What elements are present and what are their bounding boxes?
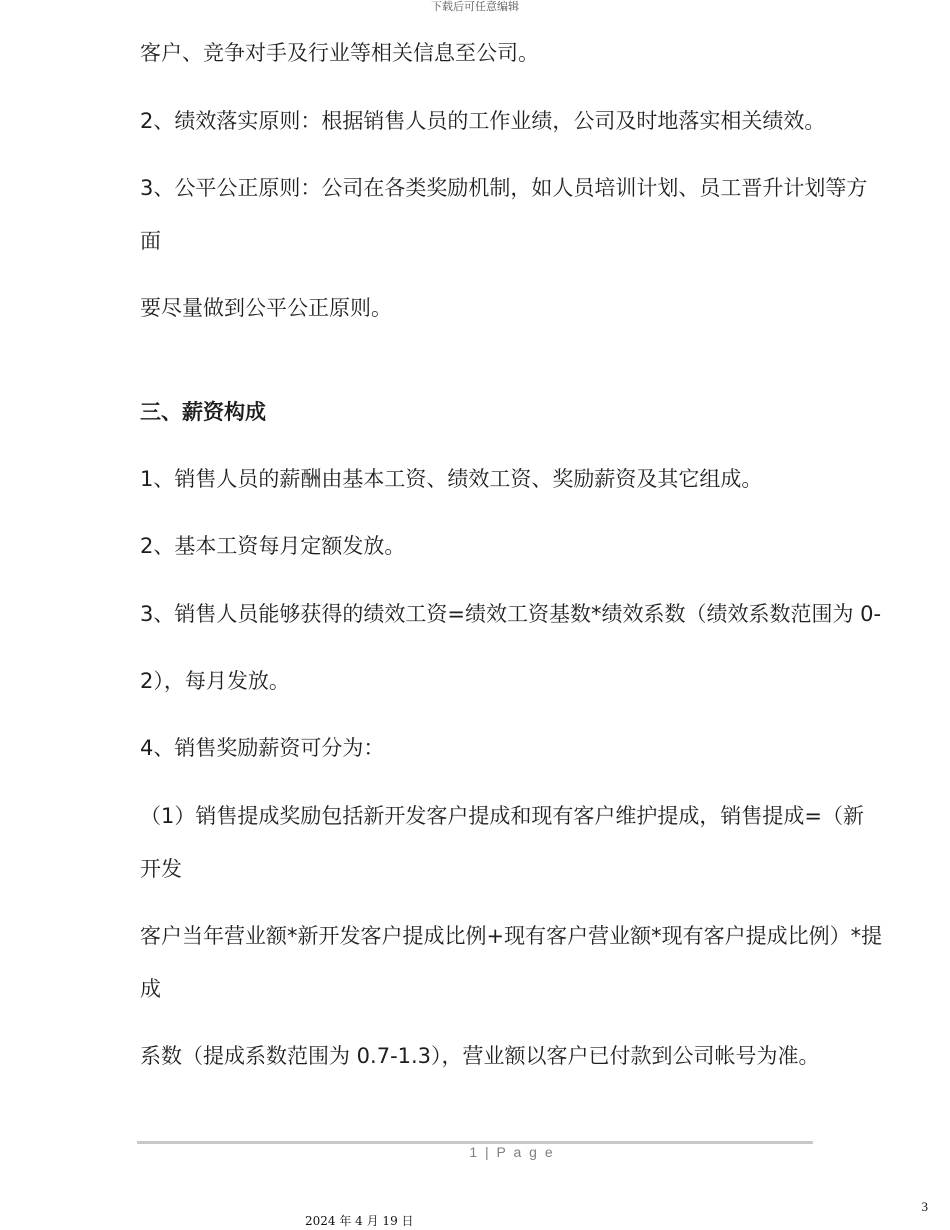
- download-note: 下载后可任意编辑: [431, 0, 519, 13]
- paragraph-line: 1、销售人员的薪酬由基本工资、绩效工资、奖励薪资及其它组成。: [140, 467, 763, 491]
- page-number: 3: [921, 1199, 928, 1214]
- paragraph-line: 2），每月发放。: [140, 669, 290, 693]
- paragraph-line: 2、基本工资每月定额发放。: [140, 534, 406, 558]
- paragraph-line: 面: [140, 229, 161, 253]
- paragraph-line: 客户当年营业额*新开发客户提成比例+现有客户营业额*现有客户提成比例）*提: [140, 924, 883, 948]
- paragraph-line: 开发: [140, 857, 182, 881]
- page-label: 1 | P a g e: [469, 1144, 555, 1160]
- paragraph-line: 成: [140, 977, 161, 1001]
- paragraph-line: 3、公平公正原则：公司在各类奖励机制，如人员培训计划、员工晋升计划等方: [140, 176, 868, 200]
- paragraph-line: 3、销售人员能够获得的绩效工资=绩效工资基数*绩效系数（绩效系数范围为 0-: [140, 602, 882, 626]
- paragraph-line: 4、销售奖励薪资可分为：: [140, 736, 385, 760]
- footer-date: 2024 年 4 月 19 日: [305, 1214, 414, 1228]
- paragraph-line: 2、绩效落实原则：根据销售人员的工作业绩，公司及时地落实相关绩效。: [140, 109, 826, 133]
- paragraph-line: 客户、竞争对手及行业等相关信息至公司。: [140, 41, 539, 65]
- paragraph-line: 要尽量做到公平公正原则。: [140, 296, 392, 320]
- section-heading: 三、薪资构成: [140, 400, 266, 424]
- paragraph-line: 系数（提成系数范围为 0.7-1.3），营业额以客户已付款到公司帐号为准。: [140, 1044, 820, 1068]
- paragraph-line: （1）销售提成奖励包括新开发客户提成和现有客户维护提成，销售提成=（新: [140, 804, 864, 828]
